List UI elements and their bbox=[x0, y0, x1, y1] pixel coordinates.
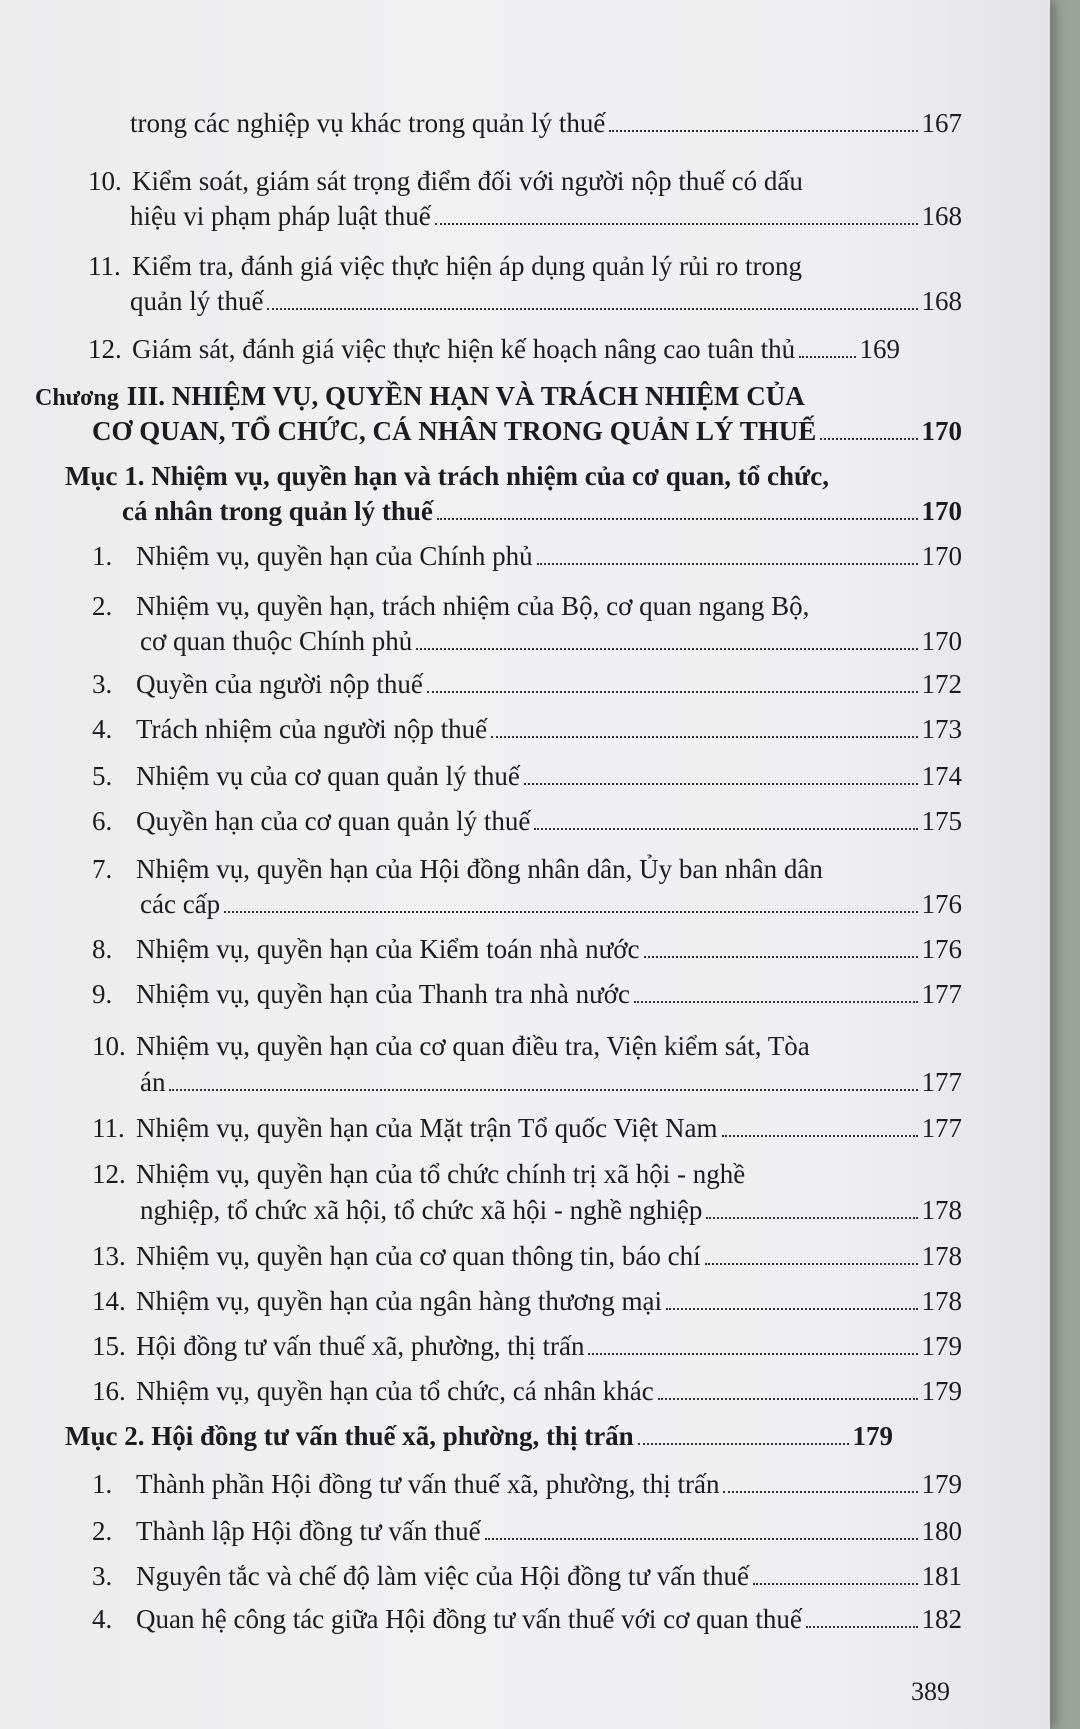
entry-title: Kiểm soát, giám sát trọng điểm đối với người nộp thuế có dấu bbox=[132, 166, 803, 196]
section-heading-line bbox=[65, 1420, 893, 1452]
dot-leader bbox=[658, 1397, 918, 1400]
entry-title: Quyền hạn của cơ quan quản lý thuế bbox=[136, 806, 531, 836]
toc-entry-line bbox=[130, 107, 962, 139]
toc-entry-line bbox=[88, 165, 803, 197]
entry-title: án bbox=[140, 1067, 166, 1097]
dot-leader bbox=[706, 1216, 917, 1219]
entry-title: Mục 2. Hội đồng tư vấn thuế xã, phường, thị trấn bbox=[65, 1421, 634, 1451]
entry-page-number: 178 bbox=[921, 1286, 962, 1316]
entry-page-number: 168 bbox=[921, 286, 962, 316]
dot-leader bbox=[416, 647, 917, 650]
toc-entry-line bbox=[130, 200, 962, 232]
entry-page-number: 178 bbox=[921, 1241, 962, 1271]
entry-title: Nhiệm vụ của cơ quan quản lý thuế bbox=[136, 761, 520, 791]
entry-title: nghiệp, tổ chức xã hội, tổ chức xã hội - nghề nghiệp bbox=[140, 1195, 703, 1225]
entry-number: 8. bbox=[92, 934, 113, 964]
section-heading-line bbox=[65, 460, 829, 492]
entry-number: 2. bbox=[92, 1516, 113, 1546]
entry-number: 12. bbox=[92, 1159, 126, 1189]
toc-entry-line bbox=[92, 1285, 962, 1317]
entry-page-number: 179 bbox=[921, 1376, 962, 1406]
entry-page-number: 180 bbox=[921, 1516, 962, 1546]
dot-leader bbox=[224, 910, 917, 913]
toc-entry-line bbox=[130, 285, 962, 317]
entry-title: Giám sát, đánh giá việc thực hiện kế hoạch nâng cao tuân thủ bbox=[132, 334, 796, 364]
entry-title: CƠ QUAN, TỔ CHỨC, CÁ NHÂN TRONG QUẢN LÝ THUẾ bbox=[92, 416, 817, 446]
entry-page-number: 176 bbox=[921, 889, 962, 919]
toc-entry-line bbox=[92, 1515, 962, 1547]
entry-title: cơ quan thuộc Chính phủ bbox=[140, 626, 413, 656]
toc-entry-line bbox=[92, 1158, 745, 1190]
entry-page-number: 169 bbox=[859, 334, 900, 364]
dot-leader bbox=[820, 437, 917, 440]
entry-number: 2. bbox=[92, 591, 113, 621]
entry-title: các cấp bbox=[140, 889, 221, 919]
toc-entry-line bbox=[92, 1240, 962, 1272]
entry-number: 6. bbox=[92, 806, 113, 836]
dot-leader bbox=[437, 517, 918, 520]
entry-number: 3. bbox=[92, 669, 113, 699]
toc-entry-line bbox=[92, 1112, 962, 1144]
dot-leader bbox=[169, 1088, 917, 1091]
entry-number: 7. bbox=[92, 854, 113, 884]
entry-number: 16. bbox=[92, 1376, 126, 1406]
entry-page-number: 179 bbox=[921, 1469, 962, 1499]
entry-number: 11. bbox=[88, 251, 121, 281]
toc-entry-line bbox=[88, 250, 802, 282]
toc-entry-line bbox=[92, 1603, 962, 1635]
entry-number: 10. bbox=[92, 1031, 126, 1061]
entry-page-number: 176 bbox=[921, 934, 962, 964]
entry-title: Nhiệm vụ, quyền hạn của Hội đồng nhân dân, Ủy ban nhân dân bbox=[136, 854, 823, 884]
entry-number: 4. bbox=[92, 714, 113, 744]
entry-number: 15. bbox=[92, 1331, 126, 1361]
entry-page-number: 170 bbox=[921, 541, 962, 571]
entry-title: Trách nhiệm của người nộp thuế bbox=[136, 714, 488, 744]
dot-leader bbox=[588, 1352, 917, 1355]
toc-entry-line bbox=[92, 590, 809, 622]
dot-leader bbox=[806, 1625, 918, 1628]
entry-title: Nhiệm vụ, quyền hạn của Kiểm toán nhà nước bbox=[136, 934, 640, 964]
entry-page-number: 177 bbox=[921, 1113, 962, 1143]
dot-leader bbox=[723, 1490, 917, 1493]
dot-leader bbox=[267, 307, 917, 310]
entry-title: cá nhân trong quản lý thuế bbox=[122, 496, 433, 526]
toc-entry-line bbox=[92, 978, 962, 1010]
toc-entry-line bbox=[92, 713, 962, 745]
toc-entry-line bbox=[92, 1330, 962, 1362]
entry-title: trong các nghiệp vụ khác trong quản lý thuế bbox=[130, 108, 606, 138]
entry-page-number: 178 bbox=[921, 1195, 962, 1225]
entry-number: 9. bbox=[92, 979, 113, 1009]
entry-page-number: 181 bbox=[921, 1561, 962, 1591]
toc-entry-line bbox=[140, 1194, 962, 1226]
entry-title: Kiểm tra, đánh giá việc thực hiện áp dụng quản lý rủi ro trong bbox=[132, 251, 802, 281]
dot-leader bbox=[666, 1307, 917, 1310]
entry-title: quản lý thuế bbox=[130, 286, 264, 316]
entry-title: Nhiệm vụ, quyền hạn của cơ quan điều tra, Viện kiểm sát, Tòa bbox=[136, 1031, 810, 1061]
entry-title: Nhiệm vụ, quyền hạn của tổ chức chính trị xã hội - nghề bbox=[136, 1159, 746, 1189]
toc-entry-line bbox=[92, 1468, 962, 1500]
entry-page-number: 167 bbox=[921, 108, 962, 138]
entry-title: Nhiệm vụ, quyền hạn của ngân hàng thương mại bbox=[136, 1286, 663, 1316]
dot-leader bbox=[799, 355, 855, 358]
entry-title: Nhiệm vụ, quyền hạn của Chính phủ bbox=[136, 541, 533, 571]
entry-page-number: 179 bbox=[852, 1421, 893, 1451]
entry-number: 1. bbox=[92, 541, 113, 571]
dot-leader bbox=[427, 690, 918, 693]
dot-leader bbox=[435, 222, 918, 225]
dot-leader bbox=[537, 562, 918, 565]
entry-title: Nguyên tắc và chế độ làm việc của Hội đồng tư vấn thuế bbox=[136, 1561, 749, 1591]
entry-title: Hội đồng tư vấn thuế xã, phường, thị trấn bbox=[136, 1331, 585, 1361]
dot-leader bbox=[534, 827, 917, 830]
entry-number: 3. bbox=[92, 1561, 113, 1591]
entry-title: Mục 1. Nhiệm vụ, quyền hạn và trách nhiệm của cơ quan, tổ chức, bbox=[65, 461, 829, 491]
entry-page-number: 177 bbox=[921, 1067, 962, 1097]
entry-number: 10. bbox=[88, 166, 122, 196]
chapter-prefix: Chương bbox=[35, 385, 119, 411]
toc-entry-line bbox=[140, 888, 962, 920]
toc-entry-line bbox=[92, 540, 962, 572]
dot-leader bbox=[485, 1537, 918, 1540]
entry-number: 14. bbox=[92, 1286, 126, 1316]
entry-number: 4. bbox=[92, 1604, 113, 1634]
entry-number: 13. bbox=[92, 1241, 126, 1271]
toc-entry-line bbox=[88, 333, 900, 365]
entry-page-number: 172 bbox=[921, 669, 962, 699]
entry-page-number: 177 bbox=[921, 979, 962, 1009]
entry-page-number: 173 bbox=[921, 714, 962, 744]
dot-leader bbox=[524, 782, 918, 785]
dot-leader bbox=[609, 129, 917, 132]
entry-title: Nhiệm vụ, quyền hạn của Mặt trận Tổ quốc Việt Nam bbox=[136, 1113, 718, 1143]
entry-page-number: 175 bbox=[921, 806, 962, 836]
dot-leader bbox=[634, 1000, 917, 1003]
toc-entry-line bbox=[140, 1066, 962, 1098]
toc-entry-line bbox=[92, 933, 962, 965]
entry-page-number: 174 bbox=[921, 761, 962, 791]
entry-title: Nhiệm vụ, quyền hạn, trách nhiệm của Bộ, cơ quan ngang Bộ, bbox=[136, 591, 810, 621]
entry-title: Nhiệm vụ, quyền hạn của Thanh tra nhà nước bbox=[136, 979, 631, 1009]
entry-page-number: 170 bbox=[921, 626, 962, 656]
toc-entry-line bbox=[92, 1375, 962, 1407]
dot-leader bbox=[705, 1262, 918, 1265]
entry-title: Thành phần Hội đồng tư vấn thuế xã, phường, thị trấn bbox=[136, 1469, 720, 1499]
dot-leader bbox=[753, 1582, 918, 1585]
entry-number: 11. bbox=[92, 1113, 125, 1143]
dot-leader bbox=[722, 1134, 918, 1137]
entry-title: III. NHIỆM VỤ, QUYỀN HẠN VÀ TRÁCH NHIỆM CỦA bbox=[126, 381, 805, 411]
entry-page-number: 170 bbox=[921, 416, 962, 446]
dot-leader bbox=[638, 1442, 849, 1445]
entry-page-number: 179 bbox=[921, 1331, 962, 1361]
dot-leader bbox=[491, 735, 917, 738]
entry-title: Quyền của người nộp thuế bbox=[136, 669, 423, 699]
toc-entry-line bbox=[92, 760, 962, 792]
page-number: 389 bbox=[911, 1677, 950, 1706]
entry-title: hiệu vi phạm pháp luật thuế bbox=[130, 201, 431, 231]
entry-title: Quan hệ công tác giữa Hội đồng tư vấn thuế với cơ quan thuế bbox=[136, 1604, 802, 1634]
entry-number: 1. bbox=[92, 1469, 113, 1499]
chapter-heading-line bbox=[92, 415, 962, 447]
entry-number: 5. bbox=[92, 761, 113, 791]
entry-page-number: 182 bbox=[921, 1604, 962, 1634]
toc-entry-line bbox=[140, 625, 962, 657]
entry-page-number: 170 bbox=[921, 496, 962, 526]
entry-page-number: 168 bbox=[921, 201, 962, 231]
section-heading-line bbox=[122, 495, 962, 527]
toc-entry-line bbox=[92, 1560, 962, 1592]
toc-entry-line bbox=[92, 668, 962, 700]
dot-leader bbox=[644, 955, 918, 958]
toc-entry-line bbox=[92, 1030, 810, 1062]
entry-title: Nhiệm vụ, quyền hạn của cơ quan thông tin, báo chí bbox=[136, 1241, 701, 1271]
entry-number: 12. bbox=[88, 334, 122, 364]
chapter-heading-line bbox=[35, 380, 805, 414]
entry-title: Nhiệm vụ, quyền hạn của tổ chức, cá nhân khác bbox=[136, 1376, 654, 1406]
toc-entry-line bbox=[92, 805, 962, 837]
toc-entry-line bbox=[92, 853, 823, 885]
entry-title: Thành lập Hội đồng tư vấn thuế bbox=[136, 1516, 481, 1546]
